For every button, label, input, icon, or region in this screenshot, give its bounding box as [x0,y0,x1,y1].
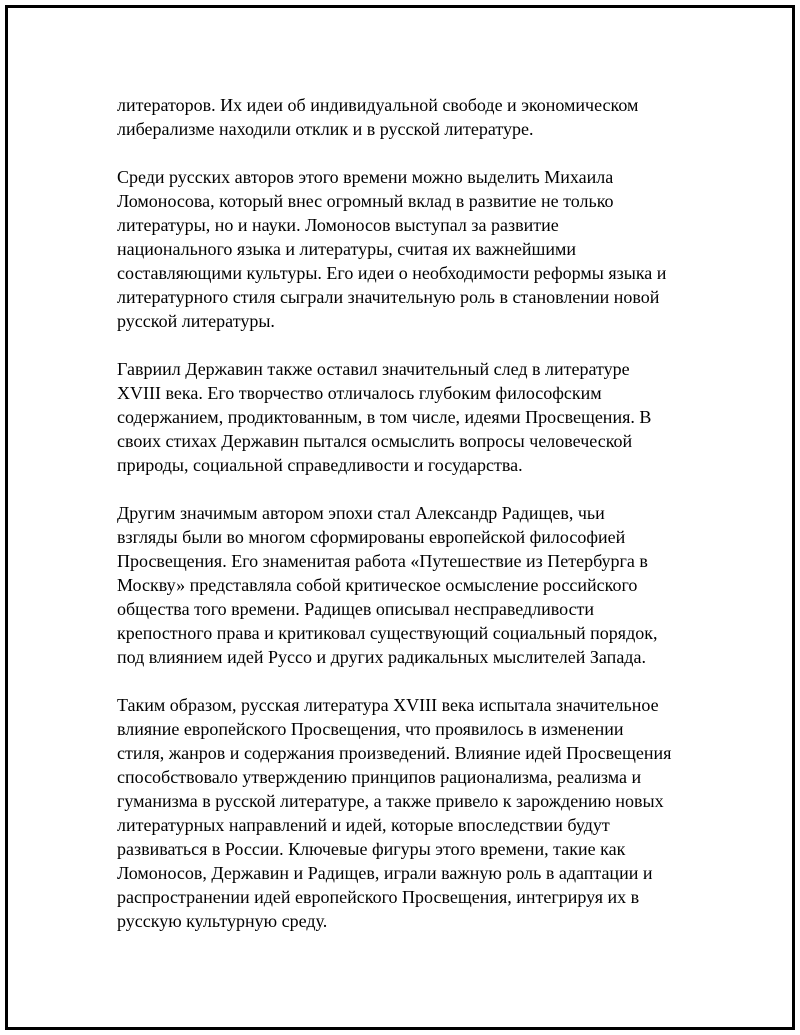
text-line: развиваться в России. Ключевые фигуры этого времени, такие как [117,839,626,859]
text-line: Ломоносов, Державин и Радищев, играли важную роль в адаптации и [117,863,653,883]
text-line: национального языка и литературы, считая их важнейшими [117,239,576,259]
text-line: литературы, но и науки. Ломоносов выступал за развитие [117,215,559,235]
text-line: русскую культурную среду. [117,911,328,931]
text-line: гуманизма в русской литературе, а также привело к зарождению новых [117,791,664,811]
text-line: распространении идей европейского Просвещения, интегрируя их в [117,887,640,907]
text-line: литературных направлений и идей, которые впоследствии будут [117,815,610,835]
text-line: содержанием, продиктованным, в том числе, идеями Просвещения. В [117,407,652,427]
text-line: под влиянием идей Руссо и других радикальных мыслителей Запада. [117,647,646,667]
paragraph-4 [117,501,707,669]
paragraph-2 [117,165,707,333]
text-line: литераторов. Их идеи об индивидуальной свободе и экономическом [117,95,639,115]
paragraph-1 [117,93,707,141]
text-line: общества того времени. Радищев описывал несправедливости [117,599,595,619]
paragraph-3 [117,357,707,477]
document-body [117,93,707,933]
text-line: составляющими культуры. Его идеи о необходимости реформы языка и [117,263,667,283]
text-line: Таким образом, русская литература XVIII века испытала значительное [117,695,659,715]
text-line: Среди русских авторов этого времени можно выделить Михаила [117,167,614,187]
text-line: литературного стиля сыграли значительную роль в становлении новой [117,287,660,307]
text-line: Ломоносова, который внес огромный вклад в развитие не только [117,191,614,211]
text-line: крепостного права и критиковал существующий социальный порядок, [117,623,658,643]
text-line: стиля, жанров и содержания произведений. Влияние идей Просвещения [117,743,672,763]
text-line: Москву» представляла собой критическое осмысление российского [117,575,638,595]
text-line: XVIII века. Его творчество отличалось глубоким философским [117,383,602,403]
text-line: взгляды были во многом сформированы европейской философией [117,527,626,547]
text-line: Просвещения. Его знаменитая работа «Путешествие из Петербурга в [117,551,648,571]
text-line: Другим значимым автором эпохи стал Александр Радищев, чьи [117,503,605,523]
text-line: либерализме находили отклик и в русской литературе. [117,119,534,139]
text-line: Гавриил Державин также оставил значительный след в литературе [117,359,630,379]
text-line: природы, социальной справедливости и государства. [117,455,523,475]
text-line: способствовало утверждению принципов рационализма, реализма и [117,767,642,787]
text-line: влияние европейского Просвещения, что проявилось в изменении [117,719,624,739]
text-line: своих стихах Державин пытался осмыслить вопросы человеческой [117,431,633,451]
paragraph-5 [117,693,707,933]
text-line: русской литературы. [117,311,275,331]
